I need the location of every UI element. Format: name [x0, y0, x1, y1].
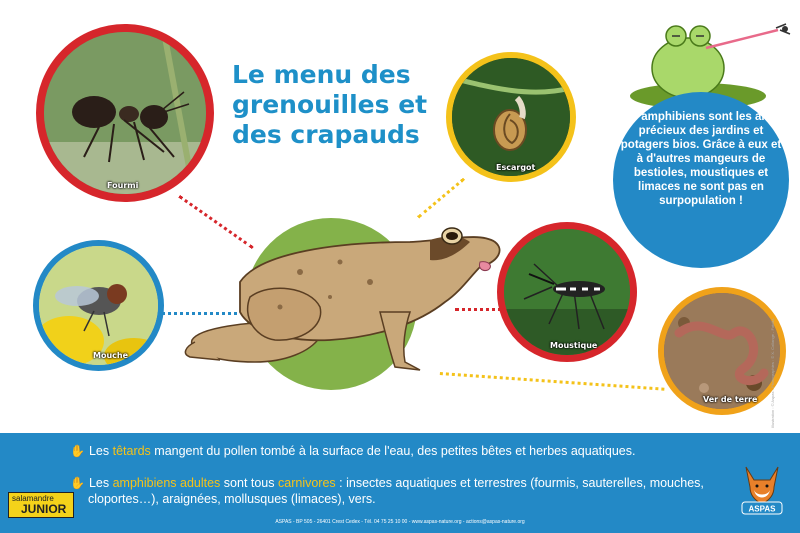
highlight-amphibiens: amphibiens adultes	[112, 476, 221, 490]
escargot-label: Escargot	[496, 163, 536, 172]
page-title	[232, 60, 432, 150]
title-line-2: grenouilles et	[232, 90, 428, 119]
fourmi-label: Fourmi	[107, 181, 139, 190]
fourmi-photo	[36, 24, 214, 202]
title-line-1: Le menu des	[232, 60, 411, 89]
text-segment: Les	[88, 476, 113, 490]
footer-contact: ASPAS - BP 505 - 26401 Crest Cedex - Tél. 04 75 25 10 00 - www.aspas-nature.org - actions@aspas-nature.org	[275, 519, 525, 525]
tadpole-sentence	[70, 443, 635, 459]
logo-line-1: salamandre	[12, 494, 54, 503]
hand-icon: ✋	[70, 476, 85, 490]
photo-credit-text: Illustration : © Aspas - Photographies : © X. Collange - Fotolia	[770, 318, 775, 428]
adult-sentence	[70, 475, 730, 491]
highlight-carnivores: carnivores	[278, 476, 336, 490]
moustique-label: Moustique	[550, 341, 598, 350]
logo-line-2: JUNIOR	[21, 502, 67, 516]
frog-illustration	[180, 212, 510, 382]
text-segment: : insectes aquatiques et terrestres (fourmis, sauterelles, mouches,	[335, 476, 704, 490]
mouche-label: Mouche	[93, 351, 129, 360]
text-segment: Les	[88, 444, 113, 458]
aspas-fox-logo	[738, 462, 786, 518]
info-bubble-text: Les amphibiens sont les alliés précieux des jardins et potagers bios. Grâce à eux et à d'autres mangeurs de bestioles, moustiques et limaces ne sont pas en surpopulation !	[618, 111, 784, 207]
text-segment: sont tous	[220, 476, 278, 490]
highlight-tetards: têtards	[112, 444, 151, 458]
text-segment: mangent du pollen tombé à la surface de l'eau, des petites bêtes et herbes aquatiques.	[150, 444, 636, 458]
adult-sentence-continued: cloportes…), araignées, mollusques (limaces), vers.	[88, 492, 376, 506]
title-line-3: des crapauds	[232, 120, 420, 149]
aspas-logo-text: ASPAS	[748, 504, 776, 514]
ver-label: Ver de terre	[703, 395, 758, 404]
hand-icon: ✋	[70, 444, 85, 458]
photo-credit	[768, 250, 778, 430]
salamandre-junior-logo	[8, 492, 74, 518]
